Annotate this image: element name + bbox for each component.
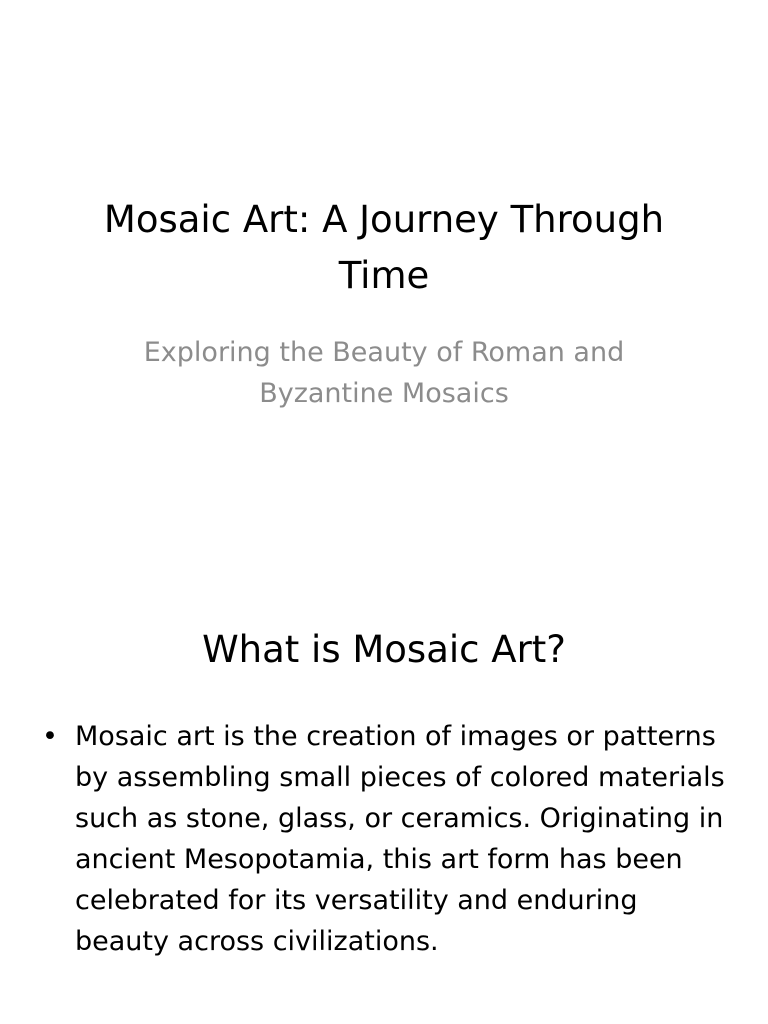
slide-subtitle: Exploring the Beauty of Roman and Byzantine Mosaics (143, 337, 625, 409)
bullet-text: Mosaic art is the creation of images or patterns by assembling small pieces of colored materials such as stone, glass, or ceramics. Originating in ancient Mesopotamia, this art form has been celebrated for its versatility and enduring beauty across civilizations. (75, 721, 725, 957)
slide-heading: What is Mosaic Art? (202, 628, 566, 671)
slide-title: Mosaic Art: A Journey Through Time (103, 198, 665, 297)
bullet-list (40, 716, 740, 962)
bullet-marker: • (42, 721, 58, 752)
content-slide (0, 576, 768, 1024)
bullet-item (40, 716, 740, 962)
